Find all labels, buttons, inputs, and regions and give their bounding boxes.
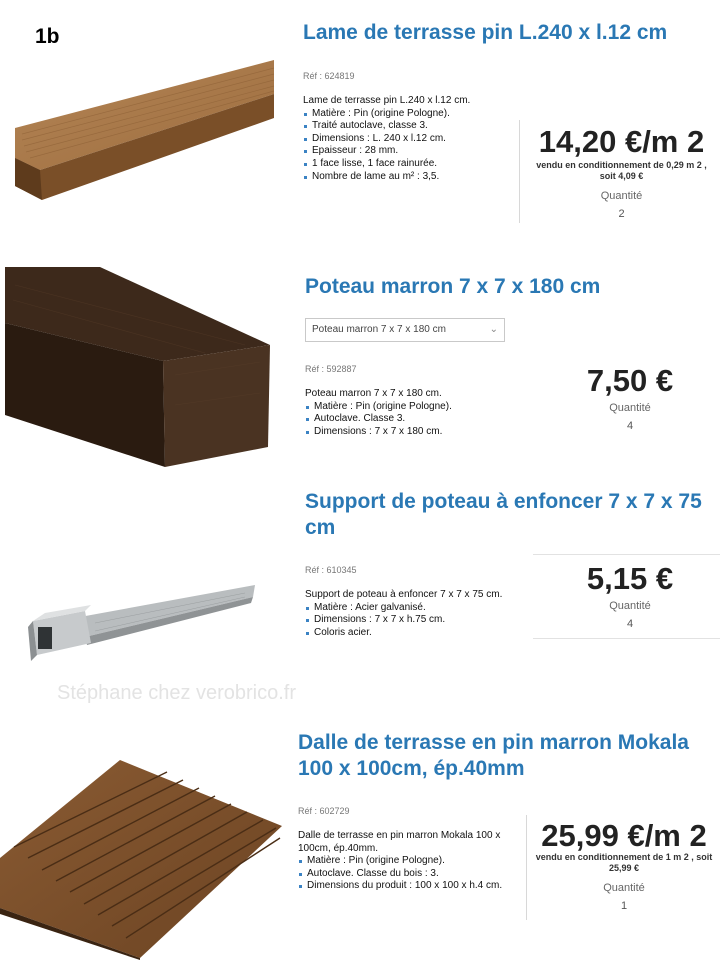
product-ref-4: Réf : 602729 (298, 806, 350, 816)
product-features-3 (305, 602, 502, 640)
metal-post-support-icon (25, 575, 260, 670)
quantity-label-1: Quantité (600, 190, 643, 202)
deck-tile-icon (0, 758, 285, 960)
wooden-post-icon (5, 265, 270, 470)
product-title-1[interactable]: Lame de terrasse pin L.240 x l.12 cm (303, 21, 668, 44)
product-image-support (25, 575, 260, 670)
price-divider-1 (519, 120, 520, 223)
product-price-3: 5,15 € (586, 561, 674, 596)
quantity-label-2: Quantité (609, 402, 651, 414)
feature-item: Matière : Pin (origine Pologne). (303, 108, 470, 121)
feature-item: Epaisseur : 28 mm. (303, 145, 470, 158)
feature-item: Nombre de lame au m² : 3,5. (303, 171, 470, 184)
product-features-1 (303, 108, 470, 184)
quantity-value-4[interactable]: 1 (620, 900, 628, 912)
product-image-deck-tile (0, 758, 285, 960)
variant-select-value: Poteau marron 7 x 7 x 180 cm (312, 324, 446, 335)
feature-item: Dimensions : L. 240 x l.12 cm. (303, 133, 470, 146)
chevron-down-icon: ⌄ (489, 324, 498, 335)
feature-item: Matière : Pin (origine Pologne). (298, 855, 502, 868)
quantity-value-3[interactable]: 4 (626, 618, 634, 630)
wood-plank-icon (12, 58, 277, 203)
quantity-label-3: Quantité (609, 600, 651, 612)
product-description-1: Lame de terrasse pin L.240 x l.12 cm. Matière : Pin (origine Pologne). Traité autoclave, classe 3. Dimensions : L. 240 x l.12 cm. Epaisseur : 28 mm. 1 face lisse, 1 face rainurée. Nombre de lame au m² : 3,5. (303, 95, 471, 182)
product-title-3[interactable]: Support de poteau à enfoncer 7 x 7 x 75 cm (305, 490, 702, 539)
product-price-2: 7,50 € (586, 363, 674, 398)
feature-item: Autoclave. Classe 3. (305, 413, 452, 426)
quantity-value-1[interactable]: 2 (618, 208, 625, 220)
corner-label: 1b (35, 25, 60, 48)
feature-item: Coloris acier. (305, 627, 502, 640)
price-top-divider-3 (533, 554, 720, 555)
product-image-plank (12, 58, 277, 203)
product-ref-1: Réf : 624819 (303, 71, 355, 81)
product-features-2 (305, 401, 452, 439)
feature-item: Traité autoclave, classe 3. (303, 120, 470, 133)
product-description-2: Poteau marron 7 x 7 x 180 cm. Matière : Pin (origine Pologne). Autoclave. Classe 3. Dimensions : 7 x 7 x 180 cm. (305, 388, 452, 437)
product-price-4: 25,99 €/m 2 (541, 818, 707, 853)
feature-item: Dimensions : 7 x 7 x h.75 cm. (305, 614, 502, 627)
price-divider-4 (526, 815, 527, 920)
feature-item: Autoclave. Classe du bois : 3. (298, 868, 502, 881)
feature-item: 1 face lisse, 1 face rainurée. (303, 158, 470, 171)
product-description-4: Dalle de terrasse en pin marron Mokala 100 x 100cm, ép.40mm. Matière : Pin (origine Pologne). Autoclave. Classe du bois : 3. Dimensions du produit : 100 x 100 x h.4 cm. (298, 830, 503, 892)
watermark-text: Stéphane chez verobrico.fr (57, 682, 297, 704)
product-ref-2: Réf : 592887 (305, 364, 357, 374)
product-features-4 (298, 855, 502, 893)
product-image-post (5, 265, 270, 470)
packaging-note-4: vendu en conditionnement de 1 m 2 , soit 25,99 € (535, 852, 713, 873)
variant-select[interactable] (305, 318, 505, 342)
feature-item: Dimensions du produit : 100 x 100 x h.4 cm. (298, 880, 502, 893)
product-title-4[interactable]: Dalle de terrasse en pin marron Mokala 100 x 100cm, ép.40mm (298, 731, 689, 780)
packaging-note-1: vendu en conditionnement de 0,29 m 2 , soit 4,09 € (536, 160, 707, 181)
price-bottom-divider-3 (533, 638, 720, 639)
product-price-1: 14,20 €/m 2 (538, 124, 705, 159)
feature-item: Dimensions : 7 x 7 x 180 cm. (305, 426, 452, 439)
quantity-value-2[interactable]: 4 (626, 420, 634, 432)
feature-item: Matière : Pin (origine Pologne). (305, 401, 452, 414)
product-ref-3: Réf : 610345 (305, 565, 357, 575)
product-title-2[interactable]: Poteau marron 7 x 7 x 180 cm (305, 275, 601, 298)
product-description-3: Support de poteau à enfoncer 7 x 7 x 75 cm. Matière : Acier galvanisé. Dimensions : 7 x 7 x h.75 cm. Coloris acier. (305, 589, 503, 638)
quantity-label-4: Quantité (603, 882, 645, 894)
feature-item: Matière : Acier galvanisé. (305, 602, 502, 615)
